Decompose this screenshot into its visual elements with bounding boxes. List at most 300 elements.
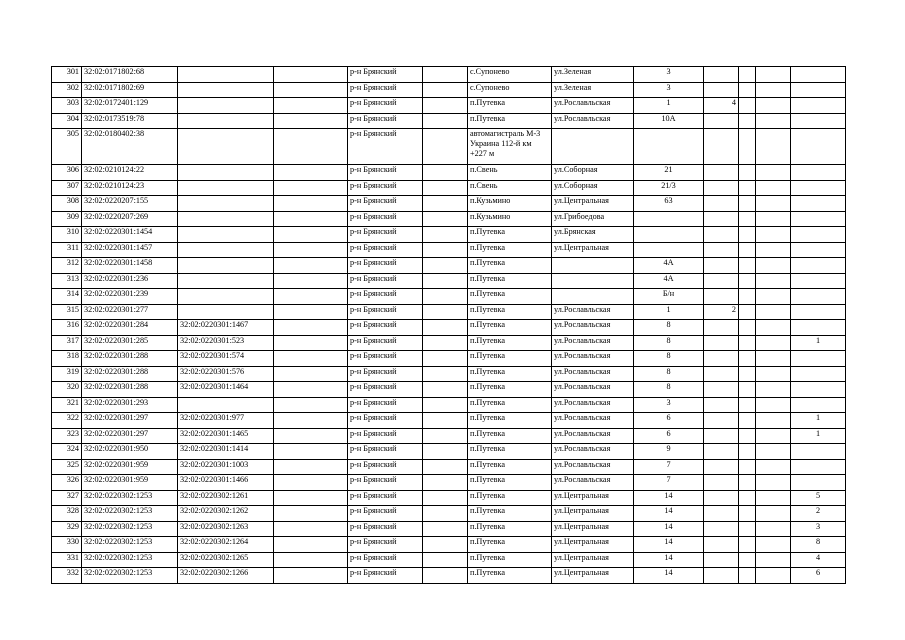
blank-cell bbox=[274, 320, 348, 336]
extra-value-cell: 4 bbox=[704, 98, 739, 114]
blank-cell bbox=[274, 459, 348, 475]
sub-cadastral-number-cell bbox=[178, 82, 274, 98]
house-number-cell: 14 bbox=[634, 490, 704, 506]
blank-cell bbox=[423, 382, 468, 398]
count-cell: 6 bbox=[791, 568, 846, 584]
blank-cell bbox=[739, 552, 756, 568]
table-row bbox=[52, 67, 846, 83]
locality-cell: п.Путевка bbox=[468, 552, 552, 568]
blank-cell bbox=[756, 129, 791, 165]
cadastral-number-cell: 32:02:0220302:1253 bbox=[82, 490, 178, 506]
blank-cell bbox=[756, 506, 791, 522]
row-number-cell: 321 bbox=[52, 397, 82, 413]
blank-cell bbox=[274, 113, 348, 129]
street-cell: ул.Центральная bbox=[552, 552, 634, 568]
district-cell: р-н Брянский bbox=[348, 475, 423, 491]
row-number-cell: 311 bbox=[52, 242, 82, 258]
locality-cell: п.Путевка bbox=[468, 475, 552, 491]
extra-value-cell bbox=[704, 165, 739, 181]
blank-cell bbox=[423, 304, 468, 320]
blank-cell bbox=[739, 351, 756, 367]
blank-cell bbox=[739, 67, 756, 83]
cadastral-number-cell: 32:02:0220302:1253 bbox=[82, 506, 178, 522]
extra-value-cell bbox=[704, 67, 739, 83]
count-cell bbox=[791, 351, 846, 367]
street-cell: ул.Рославльская bbox=[552, 459, 634, 475]
extra-value-cell bbox=[704, 320, 739, 336]
house-number-cell: 14 bbox=[634, 506, 704, 522]
blank-cell bbox=[756, 335, 791, 351]
table-row bbox=[52, 180, 846, 196]
blank-cell bbox=[739, 490, 756, 506]
district-cell: р-н Брянский bbox=[348, 273, 423, 289]
street-cell: ул.Рославльская bbox=[552, 475, 634, 491]
row-number-cell: 301 bbox=[52, 67, 82, 83]
street-cell: ул.Рославльская bbox=[552, 397, 634, 413]
extra-value-cell bbox=[704, 227, 739, 243]
blank-cell bbox=[756, 428, 791, 444]
row-number-cell: 319 bbox=[52, 366, 82, 382]
blank-cell bbox=[423, 521, 468, 537]
district-cell: р-н Брянский bbox=[348, 227, 423, 243]
sub-cadastral-number-cell: 32:02:0220301:1414 bbox=[178, 444, 274, 460]
house-number-cell bbox=[634, 227, 704, 243]
count-cell: 1 bbox=[791, 413, 846, 429]
district-cell: р-н Брянский bbox=[348, 129, 423, 165]
table-row bbox=[52, 428, 846, 444]
blank-cell bbox=[739, 428, 756, 444]
blank-cell bbox=[739, 289, 756, 305]
row-number-cell: 318 bbox=[52, 351, 82, 367]
locality-cell: п.Путевка bbox=[468, 490, 552, 506]
sub-cadastral-number-cell bbox=[178, 258, 274, 274]
row-number-cell: 312 bbox=[52, 258, 82, 274]
house-number-cell bbox=[634, 129, 704, 165]
row-number-cell: 304 bbox=[52, 113, 82, 129]
sub-cadastral-number-cell: 32:02:0220302:1264 bbox=[178, 537, 274, 553]
sub-cadastral-number-cell bbox=[178, 273, 274, 289]
blank-cell bbox=[423, 366, 468, 382]
extra-value-cell bbox=[704, 490, 739, 506]
house-number-cell: 1 bbox=[634, 304, 704, 320]
row-number-cell: 317 bbox=[52, 335, 82, 351]
blank-cell bbox=[274, 82, 348, 98]
sub-cadastral-number-cell bbox=[178, 397, 274, 413]
extra-value-cell bbox=[704, 258, 739, 274]
sub-cadastral-number-cell bbox=[178, 180, 274, 196]
blank-cell bbox=[423, 258, 468, 274]
extra-value-cell bbox=[704, 397, 739, 413]
row-number-cell: 328 bbox=[52, 506, 82, 522]
table-row bbox=[52, 129, 846, 165]
locality-cell: п.Путевка bbox=[468, 335, 552, 351]
locality-cell: п.Путевка bbox=[468, 366, 552, 382]
locality-cell: п.Свень bbox=[468, 180, 552, 196]
blank-cell bbox=[423, 351, 468, 367]
count-cell bbox=[791, 444, 846, 460]
extra-value-cell bbox=[704, 289, 739, 305]
blank-cell bbox=[739, 227, 756, 243]
blank-cell bbox=[756, 165, 791, 181]
locality-cell: п.Путевка bbox=[468, 444, 552, 460]
street-cell: ул.Центральная bbox=[552, 242, 634, 258]
row-number-cell: 309 bbox=[52, 211, 82, 227]
locality-cell: п.Путевка bbox=[468, 521, 552, 537]
district-cell: р-н Брянский bbox=[348, 180, 423, 196]
locality-cell: п.Путевка bbox=[468, 568, 552, 584]
district-cell: р-н Брянский bbox=[348, 506, 423, 522]
cadastral-number-cell: 32:02:0220301:288 bbox=[82, 382, 178, 398]
blank-cell bbox=[739, 304, 756, 320]
blank-cell bbox=[756, 397, 791, 413]
count-cell bbox=[791, 82, 846, 98]
blank-cell bbox=[739, 113, 756, 129]
row-number-cell: 322 bbox=[52, 413, 82, 429]
blank-cell bbox=[739, 537, 756, 553]
blank-cell bbox=[739, 258, 756, 274]
count-cell bbox=[791, 289, 846, 305]
street-cell bbox=[552, 129, 634, 165]
sub-cadastral-number-cell: 32:02:0220302:1265 bbox=[178, 552, 274, 568]
house-number-cell: 4А bbox=[634, 258, 704, 274]
blank-cell bbox=[274, 351, 348, 367]
street-cell: ул.Соборная bbox=[552, 165, 634, 181]
table-row bbox=[52, 459, 846, 475]
blank-cell bbox=[739, 413, 756, 429]
sub-cadastral-number-cell: 32:02:0220302:1263 bbox=[178, 521, 274, 537]
extra-value-cell bbox=[704, 459, 739, 475]
blank-cell bbox=[274, 67, 348, 83]
sub-cadastral-number-cell: 32:02:0220301:1467 bbox=[178, 320, 274, 336]
street-cell: ул.Зеленая bbox=[552, 82, 634, 98]
blank-cell bbox=[739, 506, 756, 522]
district-cell: р-н Брянский bbox=[348, 113, 423, 129]
locality-cell: п.Путевка bbox=[468, 273, 552, 289]
blank-cell bbox=[274, 475, 348, 491]
house-number-cell: 14 bbox=[634, 521, 704, 537]
district-cell: р-н Брянский bbox=[348, 304, 423, 320]
street-cell: ул.Центральная bbox=[552, 490, 634, 506]
cadastral-number-cell: 32:02:0171802:68 bbox=[82, 67, 178, 83]
table-row bbox=[52, 475, 846, 491]
blank-cell bbox=[274, 165, 348, 181]
blank-cell bbox=[274, 490, 348, 506]
blank-cell bbox=[756, 537, 791, 553]
locality-cell: п.Путевка bbox=[468, 258, 552, 274]
sub-cadastral-number-cell: 32:02:0220302:1261 bbox=[178, 490, 274, 506]
blank-cell bbox=[274, 397, 348, 413]
count-cell bbox=[791, 397, 846, 413]
blank-cell bbox=[756, 304, 791, 320]
blank-cell bbox=[423, 289, 468, 305]
locality-cell: п.Путевка bbox=[468, 506, 552, 522]
extra-value-cell bbox=[704, 366, 739, 382]
row-number-cell: 306 bbox=[52, 165, 82, 181]
extra-value-cell bbox=[704, 129, 739, 165]
sub-cadastral-number-cell: 32:02:0220301:1466 bbox=[178, 475, 274, 491]
blank-cell bbox=[756, 490, 791, 506]
district-cell: р-н Брянский bbox=[348, 413, 423, 429]
locality-cell: п.Путевка bbox=[468, 428, 552, 444]
blank-cell bbox=[274, 521, 348, 537]
row-number-cell: 325 bbox=[52, 459, 82, 475]
cadastral-number-cell: 32:02:0220301:1458 bbox=[82, 258, 178, 274]
blank-cell bbox=[423, 459, 468, 475]
blank-cell bbox=[739, 165, 756, 181]
blank-cell bbox=[739, 444, 756, 460]
house-number-cell: 8 bbox=[634, 351, 704, 367]
sub-cadastral-number-cell: 32:02:0220302:1262 bbox=[178, 506, 274, 522]
table-row bbox=[52, 196, 846, 212]
house-number-cell: 3 bbox=[634, 82, 704, 98]
blank-cell bbox=[423, 444, 468, 460]
street-cell: ул.Зеленая bbox=[552, 67, 634, 83]
house-number-cell: Б/н bbox=[634, 289, 704, 305]
street-cell: ул.Рославльская bbox=[552, 366, 634, 382]
table-row bbox=[52, 113, 846, 129]
sub-cadastral-number-cell bbox=[178, 211, 274, 227]
house-number-cell: 8 bbox=[634, 335, 704, 351]
blank-cell bbox=[756, 459, 791, 475]
blank-cell bbox=[274, 242, 348, 258]
extra-value-cell bbox=[704, 211, 739, 227]
district-cell: р-н Брянский bbox=[348, 165, 423, 181]
street-cell: ул.Центральная bbox=[552, 196, 634, 212]
count-cell bbox=[791, 366, 846, 382]
locality-cell: п.Путевка bbox=[468, 459, 552, 475]
count-cell: 8 bbox=[791, 537, 846, 553]
house-number-cell: 9 bbox=[634, 444, 704, 460]
blank-cell bbox=[739, 335, 756, 351]
count-cell: 2 bbox=[791, 506, 846, 522]
cadastral-number-cell: 32:02:0220301:285 bbox=[82, 335, 178, 351]
street-cell: ул.Центральная bbox=[552, 521, 634, 537]
blank-cell bbox=[423, 98, 468, 114]
cadastral-number-cell: 32:02:0220207:269 bbox=[82, 211, 178, 227]
table-row bbox=[52, 165, 846, 181]
street-cell: ул.Соборная bbox=[552, 180, 634, 196]
blank-cell bbox=[423, 113, 468, 129]
district-cell: р-н Брянский bbox=[348, 397, 423, 413]
extra-value-cell bbox=[704, 444, 739, 460]
cadastral-number-cell: 32:02:0220302:1253 bbox=[82, 521, 178, 537]
locality-cell: п.Кузьмино bbox=[468, 211, 552, 227]
cadastral-number-cell: 32:02:0173519:78 bbox=[82, 113, 178, 129]
blank-cell bbox=[423, 490, 468, 506]
table-row bbox=[52, 227, 846, 243]
street-cell: ул.Рославльская bbox=[552, 98, 634, 114]
locality-cell: п.Путевка bbox=[468, 413, 552, 429]
blank-cell bbox=[739, 273, 756, 289]
street-cell: ул.Рославльская bbox=[552, 444, 634, 460]
blank-cell bbox=[423, 227, 468, 243]
count-cell bbox=[791, 382, 846, 398]
cadastral-number-cell: 32:02:0210124:22 bbox=[82, 165, 178, 181]
blank-cell bbox=[423, 129, 468, 165]
house-number-cell: 7 bbox=[634, 459, 704, 475]
sub-cadastral-number-cell bbox=[178, 227, 274, 243]
house-number-cell: 4А bbox=[634, 273, 704, 289]
blank-cell bbox=[756, 113, 791, 129]
blank-cell bbox=[423, 335, 468, 351]
blank-cell bbox=[756, 67, 791, 83]
blank-cell bbox=[423, 273, 468, 289]
district-cell: р-н Брянский bbox=[348, 351, 423, 367]
blank-cell bbox=[274, 382, 348, 398]
street-cell: ул.Рославльская bbox=[552, 351, 634, 367]
blank-cell bbox=[739, 129, 756, 165]
count-cell bbox=[791, 459, 846, 475]
count-cell bbox=[791, 211, 846, 227]
cadastral-number-cell: 32:02:0220301:297 bbox=[82, 428, 178, 444]
district-cell: р-н Брянский bbox=[348, 98, 423, 114]
count-cell: 1 bbox=[791, 428, 846, 444]
table-row bbox=[52, 490, 846, 506]
locality-cell: п.Путевка bbox=[468, 289, 552, 305]
house-number-cell: 10А bbox=[634, 113, 704, 129]
sub-cadastral-number-cell bbox=[178, 113, 274, 129]
house-number-cell bbox=[634, 211, 704, 227]
sub-cadastral-number-cell: 32:02:0220301:1465 bbox=[178, 428, 274, 444]
sub-cadastral-number-cell bbox=[178, 165, 274, 181]
blank-cell bbox=[423, 475, 468, 491]
blank-cell bbox=[274, 413, 348, 429]
blank-cell bbox=[756, 211, 791, 227]
blank-cell bbox=[274, 129, 348, 165]
district-cell: р-н Брянский bbox=[348, 82, 423, 98]
table-row bbox=[52, 82, 846, 98]
district-cell: р-н Брянский bbox=[348, 258, 423, 274]
district-cell: р-н Брянский bbox=[348, 521, 423, 537]
count-cell bbox=[791, 304, 846, 320]
count-cell: 4 bbox=[791, 552, 846, 568]
cadastral-number-cell: 32:02:0220301:950 bbox=[82, 444, 178, 460]
table-row bbox=[52, 366, 846, 382]
table-row bbox=[52, 537, 846, 553]
house-number-cell: 21/3 bbox=[634, 180, 704, 196]
extra-value-cell: 2 bbox=[704, 304, 739, 320]
table-row bbox=[52, 320, 846, 336]
blank-cell bbox=[739, 242, 756, 258]
count-cell bbox=[791, 180, 846, 196]
blank-cell bbox=[739, 196, 756, 212]
sub-cadastral-number-cell bbox=[178, 196, 274, 212]
district-cell: р-н Брянский bbox=[348, 242, 423, 258]
street-cell bbox=[552, 273, 634, 289]
district-cell: р-н Брянский bbox=[348, 320, 423, 336]
blank-cell bbox=[274, 428, 348, 444]
row-number-cell: 303 bbox=[52, 98, 82, 114]
cadastral-number-cell: 32:02:0220301:959 bbox=[82, 459, 178, 475]
blank-cell bbox=[756, 320, 791, 336]
cadastral-number-cell: 32:02:0220301:288 bbox=[82, 366, 178, 382]
cadastral-number-cell: 32:02:0220301:297 bbox=[82, 413, 178, 429]
blank-cell bbox=[274, 227, 348, 243]
house-number-cell: 8 bbox=[634, 320, 704, 336]
street-cell: ул.Рославльская bbox=[552, 413, 634, 429]
row-number-cell: 329 bbox=[52, 521, 82, 537]
locality-cell: п.Путевка bbox=[468, 113, 552, 129]
count-cell bbox=[791, 273, 846, 289]
cadastral-number-cell: 32:02:0180402:38 bbox=[82, 129, 178, 165]
sub-cadastral-number-cell: 32:02:0220301:523 bbox=[178, 335, 274, 351]
extra-value-cell bbox=[704, 552, 739, 568]
sub-cadastral-number-cell bbox=[178, 304, 274, 320]
blank-cell bbox=[756, 521, 791, 537]
street-cell: ул.Рославльская bbox=[552, 335, 634, 351]
cadastral-number-cell: 32:02:0220301:288 bbox=[82, 351, 178, 367]
blank-cell bbox=[756, 273, 791, 289]
street-cell: ул.Грибоедова bbox=[552, 211, 634, 227]
house-number-cell: 8 bbox=[634, 366, 704, 382]
blank-cell bbox=[739, 521, 756, 537]
locality-cell: п.Путевка bbox=[468, 397, 552, 413]
row-number-cell: 302 bbox=[52, 82, 82, 98]
locality-cell: п.Путевка bbox=[468, 537, 552, 553]
blank-cell bbox=[739, 366, 756, 382]
table-row bbox=[52, 444, 846, 460]
blank-cell bbox=[274, 258, 348, 274]
house-number-cell: 8 bbox=[634, 382, 704, 398]
district-cell: р-н Брянский bbox=[348, 366, 423, 382]
cadastral-number-cell: 32:02:0220301:1457 bbox=[82, 242, 178, 258]
street-cell: ул.Рославльская bbox=[552, 113, 634, 129]
house-number-cell: 1 bbox=[634, 98, 704, 114]
count-cell bbox=[791, 165, 846, 181]
blank-cell bbox=[423, 568, 468, 584]
extra-value-cell bbox=[704, 335, 739, 351]
row-number-cell: 327 bbox=[52, 490, 82, 506]
house-number-cell: 3 bbox=[634, 67, 704, 83]
district-cell: р-н Брянский bbox=[348, 428, 423, 444]
cadastral-number-cell: 32:02:0220301:1454 bbox=[82, 227, 178, 243]
blank-cell bbox=[739, 475, 756, 491]
table-row bbox=[52, 568, 846, 584]
house-number-cell: 14 bbox=[634, 568, 704, 584]
house-number-cell: 14 bbox=[634, 537, 704, 553]
locality-cell: п.Кузьмино bbox=[468, 196, 552, 212]
table-row bbox=[52, 273, 846, 289]
cadastral-number-cell: 32:02:0220207:155 bbox=[82, 196, 178, 212]
blank-cell bbox=[739, 180, 756, 196]
house-number-cell: 21 bbox=[634, 165, 704, 181]
count-cell bbox=[791, 258, 846, 274]
cadastral-number-cell: 32:02:0220302:1253 bbox=[82, 537, 178, 553]
sub-cadastral-number-cell: 32:02:0220301:1464 bbox=[178, 382, 274, 398]
row-number-cell: 308 bbox=[52, 196, 82, 212]
sub-cadastral-number-cell bbox=[178, 129, 274, 165]
cadastral-number-cell: 32:02:0220301:959 bbox=[82, 475, 178, 491]
table-row bbox=[52, 242, 846, 258]
cadastral-number-cell: 32:02:0220301:284 bbox=[82, 320, 178, 336]
extra-value-cell bbox=[704, 537, 739, 553]
blank-cell bbox=[756, 180, 791, 196]
extra-value-cell bbox=[704, 273, 739, 289]
district-cell: р-н Брянский bbox=[348, 490, 423, 506]
extra-value-cell bbox=[704, 351, 739, 367]
sub-cadastral-number-cell: 32:02:0220301:977 bbox=[178, 413, 274, 429]
row-number-cell: 316 bbox=[52, 320, 82, 336]
cadastral-number-cell: 32:02:0172401:129 bbox=[82, 98, 178, 114]
row-number-cell: 320 bbox=[52, 382, 82, 398]
cadastral-number-cell: 32:02:0171802:69 bbox=[82, 82, 178, 98]
row-number-cell: 324 bbox=[52, 444, 82, 460]
house-number-cell: 14 bbox=[634, 552, 704, 568]
street-cell: ул.Рославльская bbox=[552, 428, 634, 444]
blank-cell bbox=[423, 165, 468, 181]
sub-cadastral-number-cell: 32:02:0220301:574 bbox=[178, 351, 274, 367]
district-cell: р-н Брянский bbox=[348, 459, 423, 475]
